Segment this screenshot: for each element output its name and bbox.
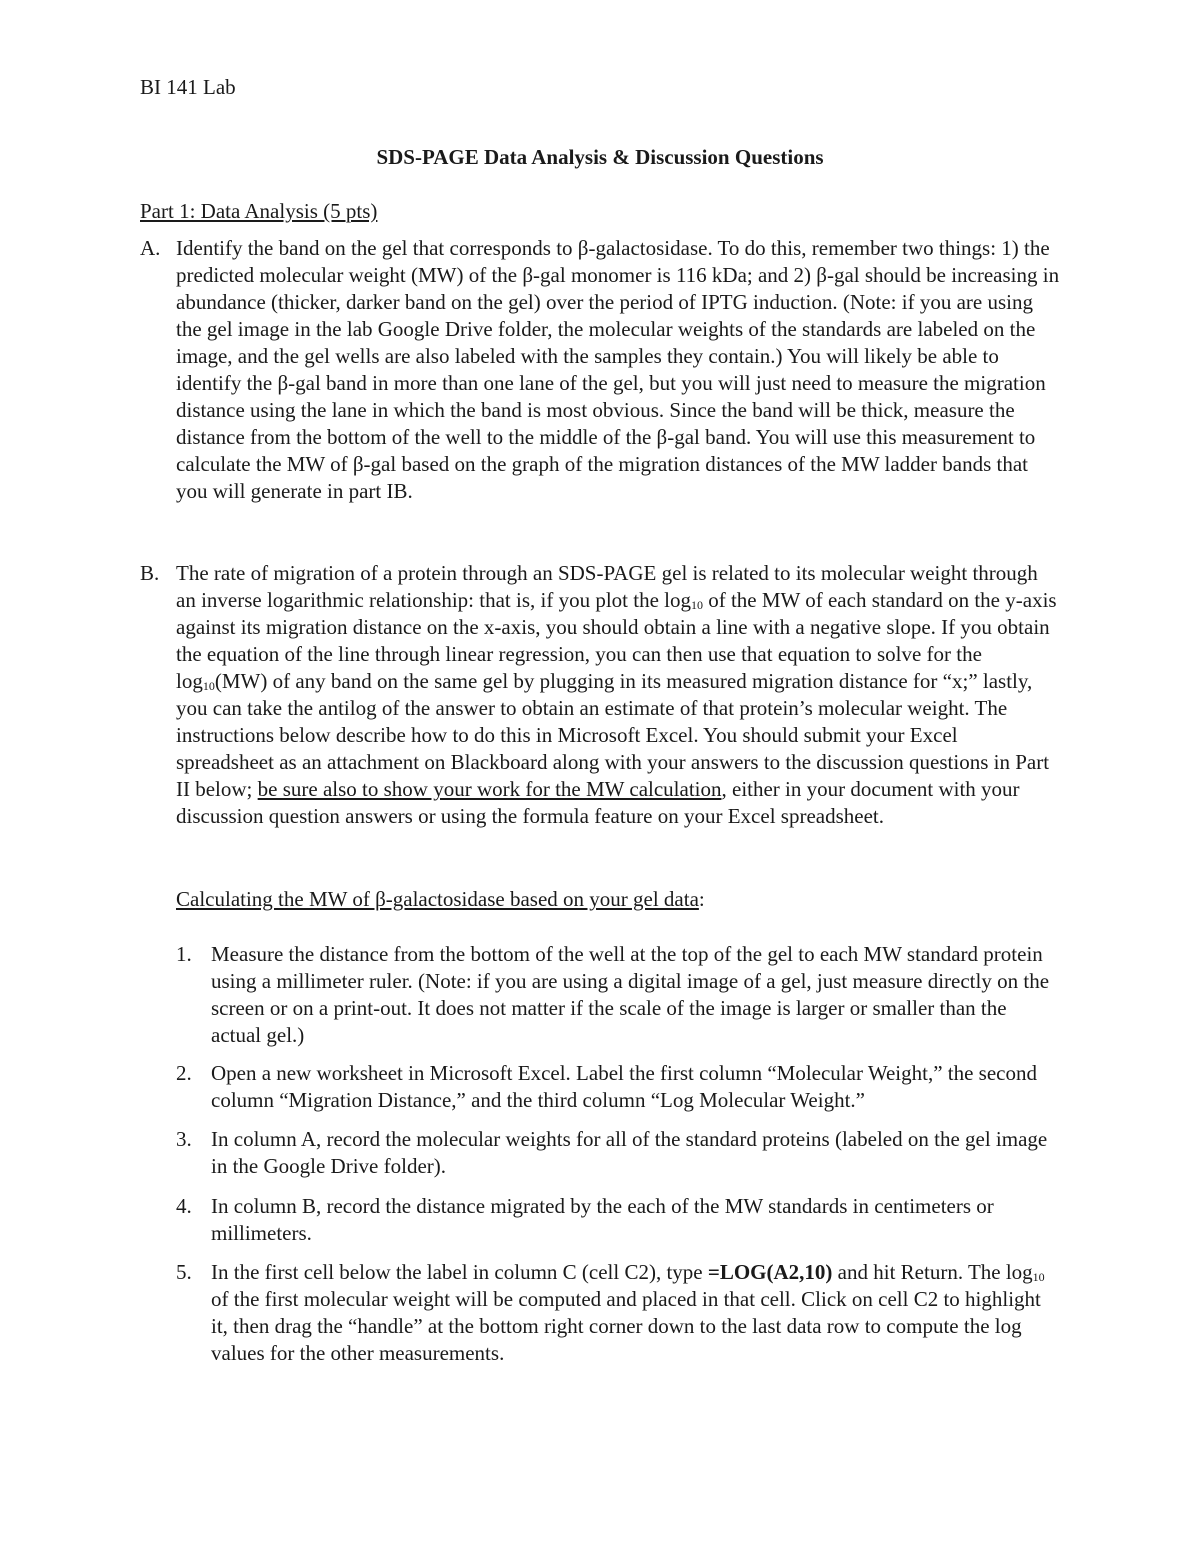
step-4-number: 4.	[176, 1194, 192, 1218]
item-b-text-2: of the MW of each standard on the y-axis against its migration distance on the x-axis, you should obtain a line with a negative slope. If you obtain the equation of the line through linear regression, you can then use that equation to solve for the log	[176, 588, 1057, 693]
item-a	[140, 235, 1060, 505]
step-2-text: Open a new worksheet in Microsoft Excel. Label the first column “Molecular Weight,” the second column “Migration Distance,” and the third column “Log Molecular Weight.”	[211, 1061, 1037, 1112]
step-5-text-1: In the first cell below the label in column C (cell C2), type	[211, 1260, 708, 1284]
calc-heading	[176, 886, 705, 913]
step-1	[176, 941, 1060, 1049]
step-2-number: 2.	[176, 1061, 192, 1085]
item-b-text-4: , either in your document with your discussion question answers or using the formula feature on your Excel spreadsheet.	[176, 777, 1020, 828]
item-a-text: Identify the band on the gel that corresponds to β-galactosidase. To do this, remember two things: 1) the predicted molecular weight (MW) of the β-gal monomer is 116 kDa; and 2) β-gal should be increasing in abundance (thicker, darker band on the gel) over the period of IPTG induction. (Note: if you are using the gel image in the lab Google Drive folder, the molecular weights of the standards are labeled on the image, and the gel wells are also labeled with the samples they contain.) You will likely be able to identify the β-gal band in more than one lane of the gel, but you will just need to measure the migration distance using the lane in which the band is most obvious. Since the band will be thick, measure the distance from the bottom of the well to the middle of the β-gal band. You will use this measurement to calculate the MW of β-gal based on the graph of the migration distances of the MW ladder bands that you will generate in part IB.	[176, 236, 1060, 503]
step-2	[176, 1060, 1060, 1114]
step-4-text: In column B, record the distance migrated by the each of the MW standards in centimeters or millimeters.	[211, 1194, 994, 1245]
item-b-underlined: be sure also to show your work for the MW calculation	[257, 777, 722, 801]
step-5-number: 5.	[176, 1260, 192, 1284]
step-1-number: 1.	[176, 942, 192, 966]
item-b-text	[176, 560, 1060, 830]
item-b-marker: B.	[140, 561, 160, 585]
step-5-text	[211, 1259, 1060, 1367]
item-b-text-1: The rate of migration of a protein through an SDS-PAGE gel is related to its molecular weight through an inverse logarithmic relationship: that is, if you plot the log	[176, 561, 1038, 612]
step-3	[176, 1126, 1060, 1180]
item-b-sub-2: 10	[202, 679, 215, 693]
step-1-text: Measure the distance from the bottom of the well at the top of the gel to each MW standard protein using a millimeter ruler. (Note: if you are using a digital image of a gel, just measure directly on the screen or on a print-out. It does not matter if the scale of the image is larger or smaller than the actual gel.)	[211, 942, 1050, 1047]
item-b-text-3: (MW) of any band on the same gel by plugging in its measured migration distance for “x;” lastly, you can take the antilog of the answer to obtain an estimate of that protein’s molecular weight. The instructions below describe how to do this in Microsoft Excel. You should submit your Excel spreadsheet as an attachment on Blackboard along with your answers to the discussion questions in Part II below;	[176, 669, 1050, 801]
step-4	[176, 1193, 1060, 1247]
step-3-number: 3.	[176, 1127, 192, 1151]
course-header: BI 141 Lab	[140, 75, 236, 99]
step-5-formula: =LOG(A2,10)	[707, 1260, 833, 1284]
item-b-sub-1: 10	[690, 598, 703, 612]
step-5-text-3: of the first molecular weight will be computed and placed in that cell. Click on cell C2 to highlight it, then drag the “handle” at the bottom right corner down to the last data row to compute the log values for the other measurements.	[211, 1287, 1041, 1365]
step-3-text: In column A, record the molecular weights for all of the standard proteins (labeled on the gel image in the Google Drive folder).	[211, 1127, 1048, 1178]
step-5	[176, 1259, 1060, 1367]
page-title: SDS-PAGE Data Analysis & Discussion Questions	[376, 145, 824, 169]
item-a-marker: A.	[140, 236, 161, 260]
item-b	[140, 560, 1060, 830]
step-5-sub: 10	[1032, 1270, 1045, 1284]
step-5-text-2: and hit Return. The log	[832, 1260, 1033, 1284]
calc-heading-text: Calculating the MW of β-galactosidase based on your gel data	[176, 887, 699, 911]
part1-heading: Part 1: Data Analysis (5 pts)	[140, 199, 378, 223]
calc-heading-colon: :	[698, 887, 705, 911]
